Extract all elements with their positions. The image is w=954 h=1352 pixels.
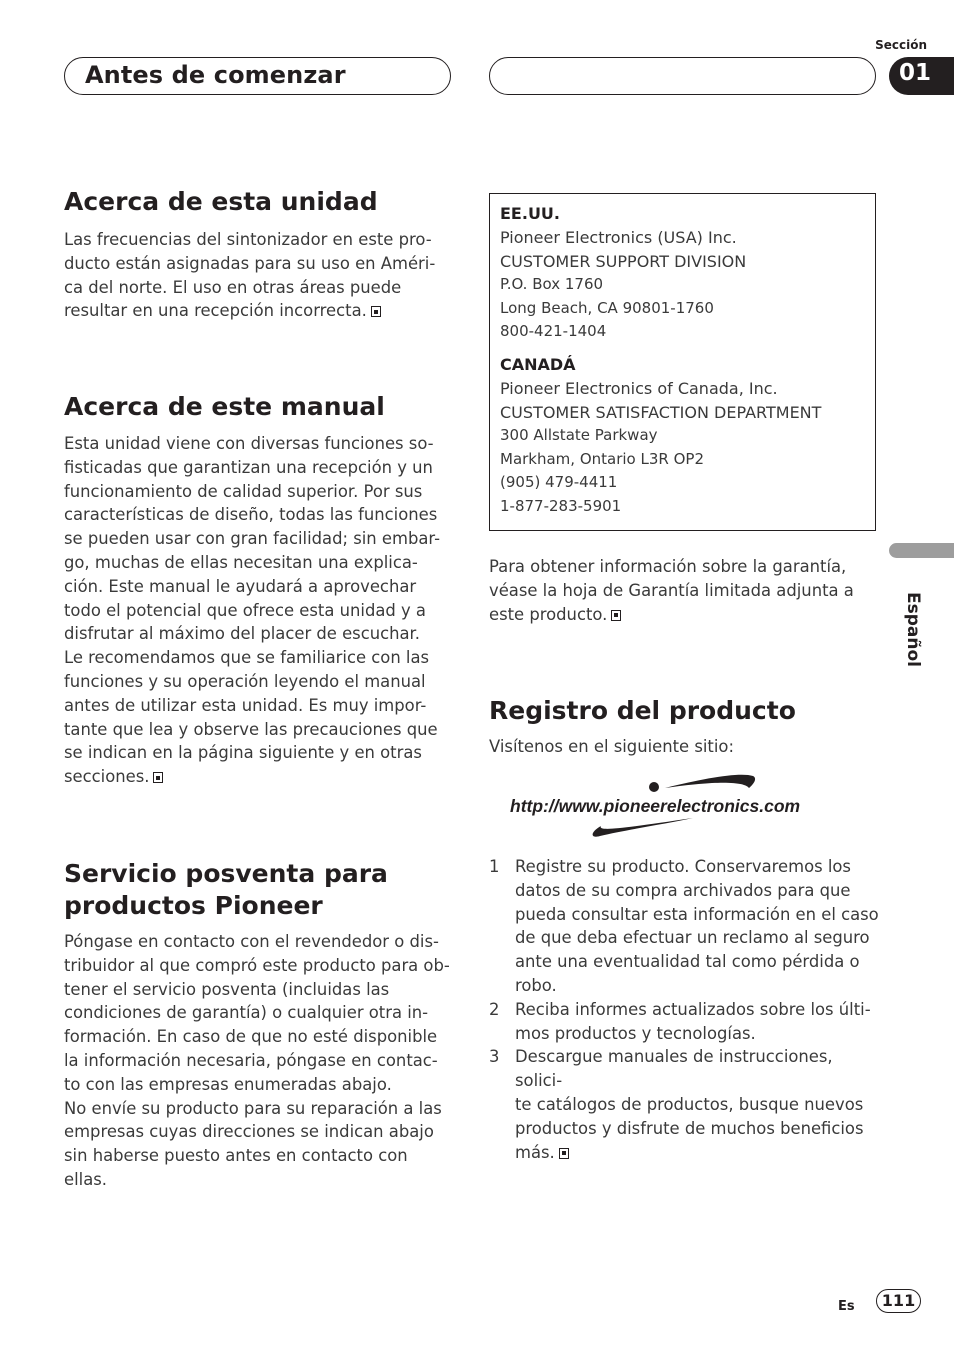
heading-about-unit: Acerca de esta unidad: [64, 187, 378, 216]
text-line: Esta unidad viene con diversas funciones so-: [64, 434, 434, 453]
text-line: fisticadas que garantizan una recepción y un: [64, 457, 433, 477]
text-line: mos productos y tecnologías.: [515, 1023, 756, 1043]
list-number: 2: [489, 999, 500, 1019]
text-line: formación. En caso de que no esté disponible: [64, 1027, 438, 1047]
contact-country: EE.UU.: [500, 204, 560, 223]
contact-phone: (905) 479-4411: [500, 473, 618, 492]
text-line: Registre su producto. Conservaremos los: [515, 857, 851, 876]
text-line: Le recomendamos que se familiarice con las: [64, 648, 430, 668]
registration-list: [489, 855, 879, 1164]
contact-company: Pioneer Electronics of Canada, Inc.: [500, 379, 778, 398]
text-line: la información necesaria, póngase en contac-: [64, 1050, 438, 1070]
contact-country: CANADÁ: [500, 355, 576, 374]
text-line: antes de utilizar esta unidad. Es muy impor-: [64, 695, 427, 715]
text-line: ante una eventualidad tal como pérdida o: [515, 952, 860, 972]
paragraph-about-manual: [64, 432, 454, 789]
contact-division: CUSTOMER SUPPORT DIVISION: [500, 251, 747, 271]
text-line: características de diseño, todas las funciones: [64, 505, 438, 525]
text-line: se pueden usar con gran facilidad; sin embar-: [64, 529, 441, 549]
paragraph-after-sales: [64, 930, 459, 1192]
contact-address: Long Beach, CA 90801-1760: [500, 298, 714, 317]
text-line: Póngase en contacto con el revendedor o dis-: [64, 932, 439, 951]
heading-about-manual: Acerca de este manual: [64, 392, 385, 421]
end-mark-icon: [153, 772, 163, 783]
text-line: Descargue manuales de instrucciones, solici-: [515, 1047, 833, 1091]
text-line: véase la hoja de Garantía limitada adjunta a: [489, 580, 854, 600]
list-number: 1: [489, 857, 500, 876]
list-item: [489, 855, 879, 998]
text-line: este producto.: [489, 604, 608, 624]
chapter-title: Antes de comenzar: [85, 61, 346, 89]
text-line: se indican en la página siguiente y en otras: [64, 743, 422, 763]
contact-company: Pioneer Electronics (USA) Inc.: [500, 228, 737, 247]
text-line: tribuidor al que compró este producto para ob-: [64, 955, 450, 975]
text-line: Las frecuencias del sintonizador en este pro-: [64, 230, 432, 249]
text-line: más.: [515, 1142, 555, 1162]
language-tab-marker: [889, 543, 954, 558]
header-empty-pill: [489, 57, 876, 95]
text-line: disfrutar al máximo del placer de escuchar.: [64, 624, 420, 644]
list-item: [489, 998, 879, 1046]
text-line: de que deba efectuar un reclamo al seguro: [515, 928, 870, 948]
text-line: ellas.: [64, 1169, 107, 1189]
contact-canada: [500, 355, 870, 519]
contact-address: P.O. Box 1760: [500, 275, 604, 294]
section-label: Sección: [875, 38, 927, 52]
text-line: Para obtener información sobre la garantía,: [489, 557, 847, 576]
side-language-label: Español: [903, 592, 923, 667]
text-line: secciones.: [64, 767, 150, 787]
end-mark-icon: [559, 1148, 569, 1159]
text-line: productos y disfrute de muchos beneficios: [515, 1118, 864, 1138]
list-number: 3: [489, 1047, 500, 1067]
pioneer-url-logo: [505, 770, 860, 844]
paragraph-warranty: [489, 555, 879, 626]
contact-phone: 800-421-1404: [500, 322, 607, 341]
text-line: condiciones de garantía) o cualquier otra in-: [64, 1003, 429, 1023]
section-badge: [889, 57, 954, 95]
text-line: te catálogos de productos, busque nuevos: [515, 1094, 864, 1114]
contact-usa: [500, 204, 870, 344]
heading-after-sales: [64, 858, 388, 922]
text-line: empresas cuyas direcciones se indican abajo: [64, 1122, 434, 1142]
text-line: todo el potencial que ofrece esta unidad y a: [64, 600, 426, 620]
chapter-title-pill: [64, 57, 451, 95]
text-line: funcionamiento de calidad superior. Por sus: [64, 481, 423, 501]
section-number: 01: [899, 60, 932, 86]
contact-box: [489, 193, 876, 531]
contact-phone: 1-877-283-5901: [500, 496, 622, 515]
text-line: sin haberse puesto antes en contacto con: [64, 1146, 408, 1166]
registration-intro: Visítenos en el siguiente sitio:: [489, 737, 734, 756]
list-item: [489, 1045, 879, 1164]
text-line: No envíe su producto para su reparación a las: [64, 1098, 442, 1118]
text-line: robo.: [515, 975, 557, 995]
registration-url[interactable]: http://www.pioneerelectronics.com: [510, 796, 801, 816]
text-line: resultar en una recepción incorrecta.: [64, 301, 367, 321]
contact-division: CUSTOMER SATISFACTION DEPARTMENT: [500, 402, 822, 422]
text-line: pueda consultar esta información en el caso: [515, 904, 879, 924]
footer-language-code: Es: [838, 1299, 855, 1314]
text-line: to con las empresas enumeradas abajo.: [64, 1074, 392, 1094]
text-line: go, muchas de ellas necesitan una explica-: [64, 552, 418, 572]
text-line: tener el servicio posventa (incluidas las: [64, 979, 390, 999]
page-number: 111: [876, 1289, 921, 1313]
contact-address: 300 Allstate Parkway: [500, 426, 658, 445]
text-line: ducto están asignadas para su uso en Améri-: [64, 253, 436, 273]
text-line: ca del norte. El uso en otras áreas puede: [64, 277, 402, 297]
contact-address: Markham, Ontario L3R OP2: [500, 449, 704, 468]
heading-registration: Registro del producto: [489, 696, 796, 725]
heading-line: Servicio posventa para: [64, 859, 388, 888]
end-mark-icon: [611, 610, 621, 621]
end-mark-icon: [371, 306, 381, 317]
text-line: ción. Este manual le ayudará a aprovechar: [64, 576, 417, 596]
text-line: funciones y su operación leyendo el manual: [64, 671, 426, 691]
paragraph-about-unit: [64, 228, 454, 323]
heading-line: productos Pioneer: [64, 891, 323, 920]
text-line: tante que lea y observe las precauciones que: [64, 719, 438, 739]
text-line: Reciba informes actualizados sobre los últi-: [515, 999, 871, 1019]
text-line: datos de su compra archivados para que: [515, 880, 851, 900]
